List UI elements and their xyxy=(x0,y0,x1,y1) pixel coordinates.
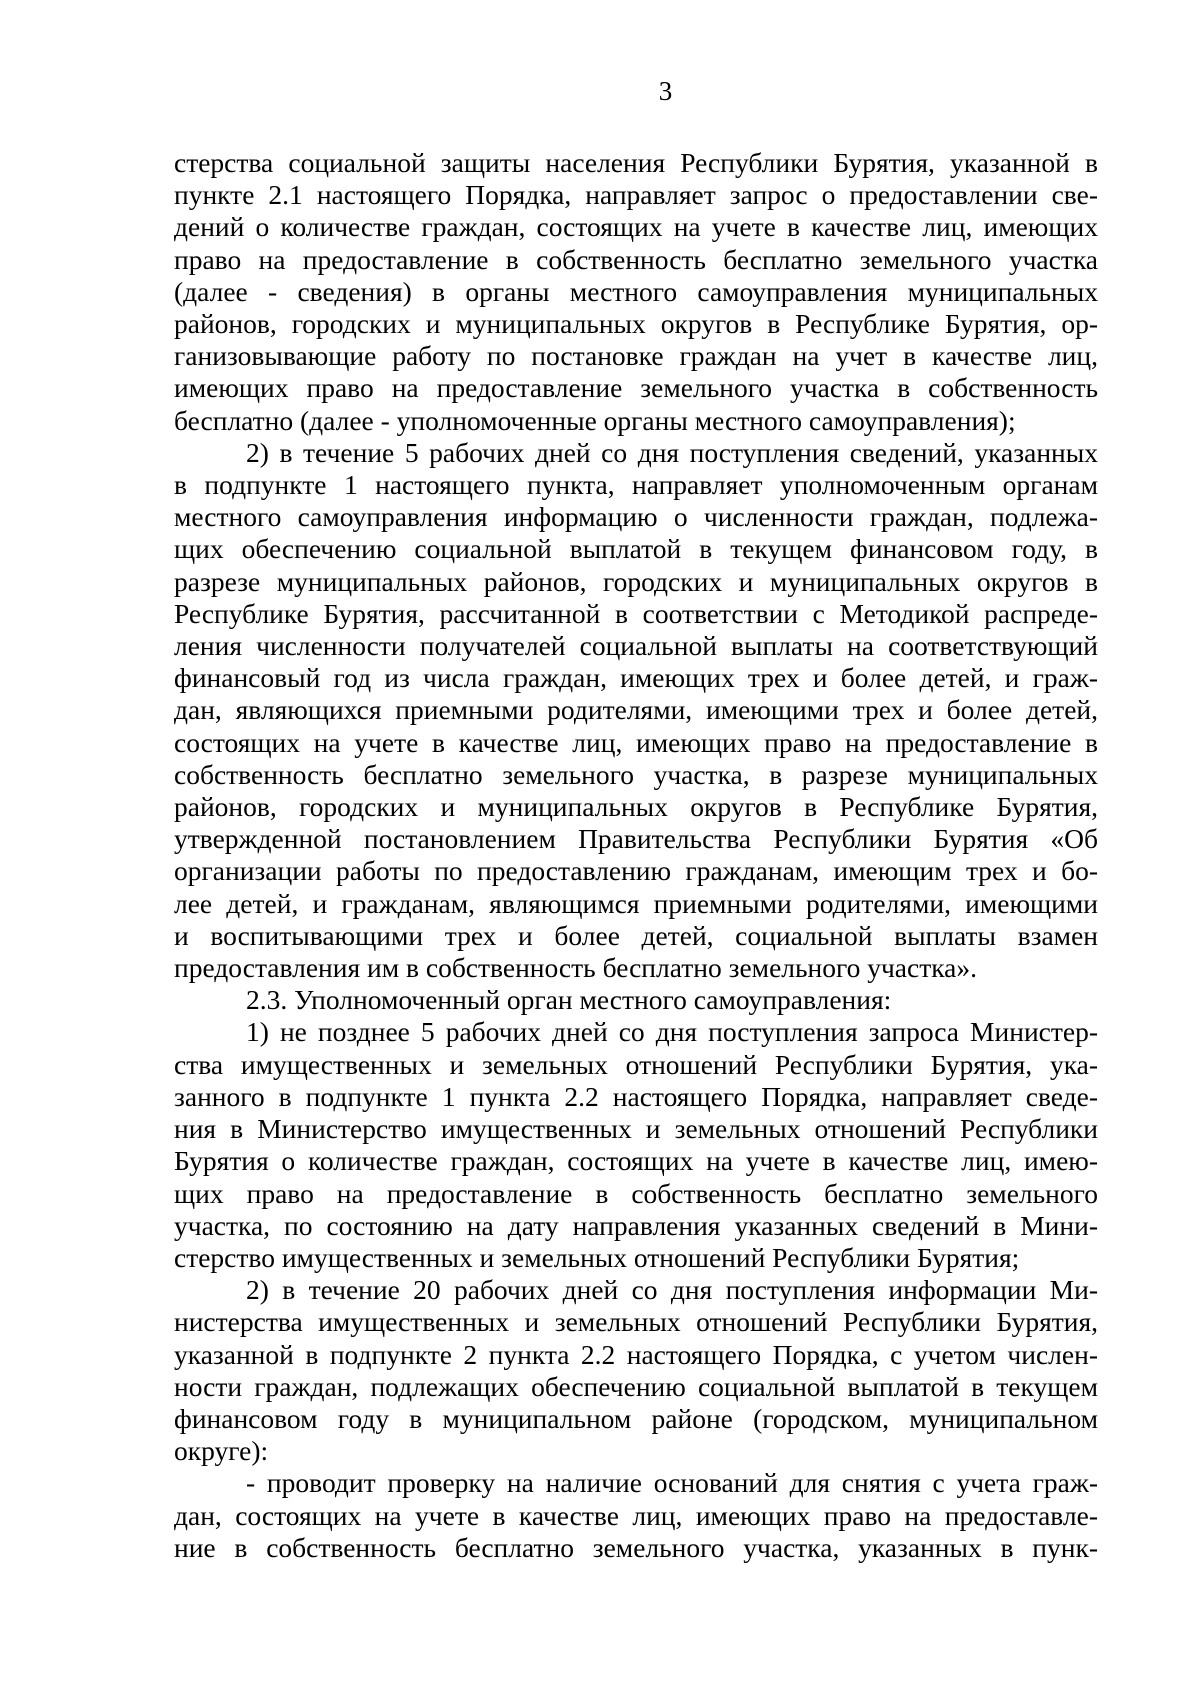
text-line: 2) в течение 5 рабочих дней со дня поступления сведений, указанных xyxy=(246,436,1098,468)
text-line: состоящих на учете в качестве лиц, имеющих право на предоставление в xyxy=(174,726,1098,758)
text-line: районов, городских и муниципальных округов в Республике Бурятия, ор- xyxy=(174,308,1098,340)
text-line: утвержденной постановлением Правительства Республики Бурятия «Об xyxy=(174,823,1098,855)
text-line: щих обеспечению социальной выплатой в текущем финансовом году, в xyxy=(174,533,1098,565)
text-line: пункте 2.1 настоящего Порядка, направляет запрос о предоставлении све- xyxy=(174,179,1098,211)
text-line: Республике Бурятия, рассчитанной в соответствии с Методикой распреде- xyxy=(174,597,1098,629)
text-line: указанной в подпункте 2 пункта 2.2 настоящего Порядка, с учетом числен- xyxy=(174,1338,1098,1370)
text-line: стерство имущественных и земельных отношений Республики Бурятия; xyxy=(174,1241,1020,1273)
text-line: (далее - сведения) в органы местного самоуправления муниципальных xyxy=(174,275,1098,307)
text-line: 1) не позднее 5 рабочих дней со дня поступления запроса Министер- xyxy=(246,1016,1098,1048)
text-line: разрезе муниципальных районов, городских и муниципальных округов в xyxy=(174,565,1098,597)
page-number: 3 xyxy=(658,76,673,106)
text-line: право на предоставление в собственность бесплатно земельного участка xyxy=(174,243,1098,275)
text-line: дан, являющихся приемными родителями, имеющими трех и более детей, xyxy=(174,694,1098,726)
text-line: Бурятия о количестве граждан, состоящих на учете в качестве лиц, имею- xyxy=(174,1145,1098,1177)
text-line: 2) в течение 20 рабочих дней со дня поступления информации Ми- xyxy=(246,1274,1098,1306)
text-line: организации работы по предоставлению гражданам, имеющим трех и бо- xyxy=(174,855,1098,887)
text-line: участка, по состоянию на дату направления указанных сведений в Мини- xyxy=(174,1209,1098,1241)
text-line: ние в собственность бесплатно земельного участка, указанных в пунк- xyxy=(174,1531,1098,1563)
text-line: ности граждан, подлежащих обеспечению социальной выплатой в текущем xyxy=(174,1370,1098,1402)
text-line: лее детей, и гражданам, являющимся приемными родителями, имеющими xyxy=(174,887,1098,919)
text-line: дений о количестве граждан, состоящих на учете в качестве лиц, имеющих xyxy=(174,211,1098,243)
text-line: стерства социальной защиты населения Республики Бурятия, указанной в xyxy=(174,147,1098,178)
text-line: финансовом году в муниципальном районе (городском, муниципальном xyxy=(174,1402,1098,1434)
text-line: собственность бесплатно земельного участка, в разрезе муниципальных xyxy=(174,758,1098,790)
text-line: занного в подпункте 1 пункта 2.2 настоящего Порядка, направляет сведе- xyxy=(174,1080,1098,1112)
text-line: ления численности получателей социальной выплаты на соответствующий xyxy=(174,630,1098,662)
text-line: - проводит проверку на наличие оснований для снятия с учета граж- xyxy=(246,1467,1098,1499)
text-line: бесплатно (далее - уполномоченные органы местного самоуправления); xyxy=(174,404,1016,436)
text-line: в подпункте 1 настоящего пункта, направляет уполномоченным органам xyxy=(174,469,1098,501)
document-body xyxy=(174,147,1098,1564)
text-line: финансовый год из числа граждан, имеющих трех и более детей, и граж- xyxy=(174,662,1098,694)
text-line: ства имущественных и земельных отношений Республики Бурятия, ука- xyxy=(174,1048,1098,1080)
text-line: 2.3. Уполномоченный орган местного самоуправления: xyxy=(246,984,892,1016)
text-line: нистерства имущественных и земельных отношений Республики Бурятия, xyxy=(174,1306,1098,1338)
text-line: щих право на предоставление в собственность бесплатно земельного xyxy=(174,1177,1098,1209)
text-line: местного самоуправления информацию о численности граждан, подлежа- xyxy=(174,501,1098,533)
text-line: ния в Министерство имущественных и земельных отношений Республики xyxy=(174,1113,1098,1145)
text-line: округе): xyxy=(174,1435,269,1467)
text-line: предоставления им в собственность бесплатно земельного участка». xyxy=(174,952,978,984)
text-line: ганизовывающие работу по постановке граждан на учет в качестве лиц, xyxy=(174,340,1098,372)
text-line: и воспитывающими трех и более детей, социальной выплаты взамен xyxy=(174,919,1098,951)
text-line: имеющих право на предоставление земельного участка в собственность xyxy=(174,372,1098,404)
text-line: районов, городских и муниципальных округов в Республике Бурятия, xyxy=(174,791,1098,823)
text-line: дан, состоящих на учете в качестве лиц, имеющих право на предоставле- xyxy=(174,1499,1098,1531)
